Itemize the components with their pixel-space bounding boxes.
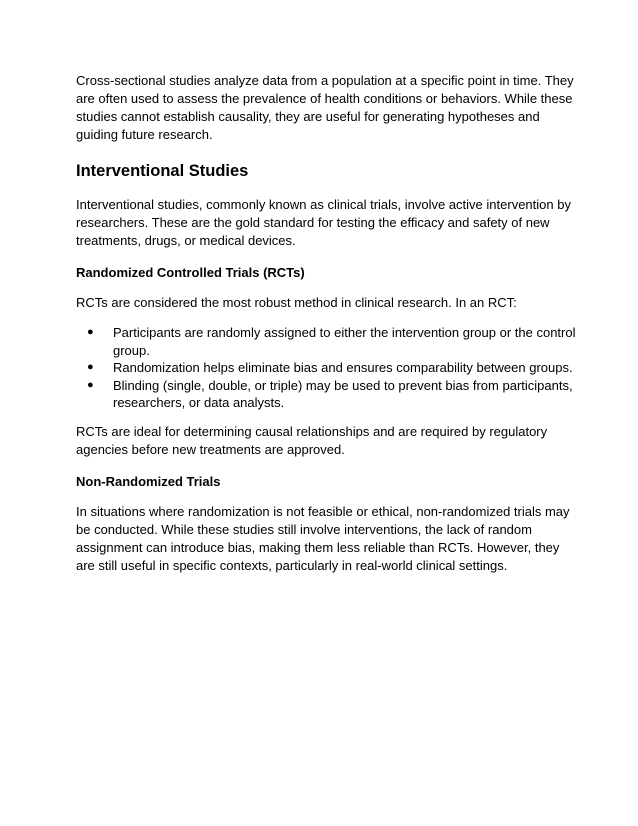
list-item <box>76 359 576 377</box>
bullet-icon: ● <box>87 378 94 391</box>
list-item-text: Participants are randomly assigned to either the intervention group or the control group. <box>113 325 576 358</box>
paragraph-rct-ideal: RCTs are ideal for determining causal relationships and are required by regulatory agencies before new treatments are approved. <box>76 423 548 457</box>
bullet-icon: ● <box>87 326 94 338</box>
paragraph-interventional: Interventional studies, commonly known as clinical trials, involve active intervention by researchers. These are the gold standard for testing the efficacy and safety of new treatments, drugs, or medical devices. <box>76 197 571 248</box>
paragraph-cross-sectional: Cross-sectional studies analyze data from a population at a specific point in time. They are often used to assess the prevalence of health conditions or behaviors. While these studies cannot establish causality, they are useful for generating hypotheses and guiding future research. <box>76 73 574 142</box>
bullet-icon: ● <box>87 361 94 373</box>
list-item-text: Blinding (single, double, or triple) may be used to prevent bias from participants, researchers, or data analysts. <box>113 377 573 410</box>
heading-randomized-controlled-trials: Randomized Controlled Trials (RCTs) <box>76 265 305 280</box>
list-item <box>76 377 576 412</box>
paragraph-non-randomized: In situations where randomization is not feasible or ethical, non-randomized trials may be conducted. While these studies still involve interventions, the lack of random assignment can introduce bias, making them less reliable than RCTs. However, they are still useful in specific contexts, particularly in real-world clinical settings. <box>76 503 570 573</box>
list-item <box>76 324 576 359</box>
heading-interventional-studies: Interventional Studies <box>76 162 249 180</box>
document-body <box>76 72 576 575</box>
heading-non-randomized-trials: Non-Randomized Trials <box>76 473 221 489</box>
list-item-text: Randomization helps eliminate bias and ensures comparability between groups. <box>113 360 573 375</box>
rct-bullet-list <box>76 324 576 412</box>
paragraph-rct-intro: RCTs are considered the most robust method in clinical research. In an RCT: <box>76 295 517 310</box>
